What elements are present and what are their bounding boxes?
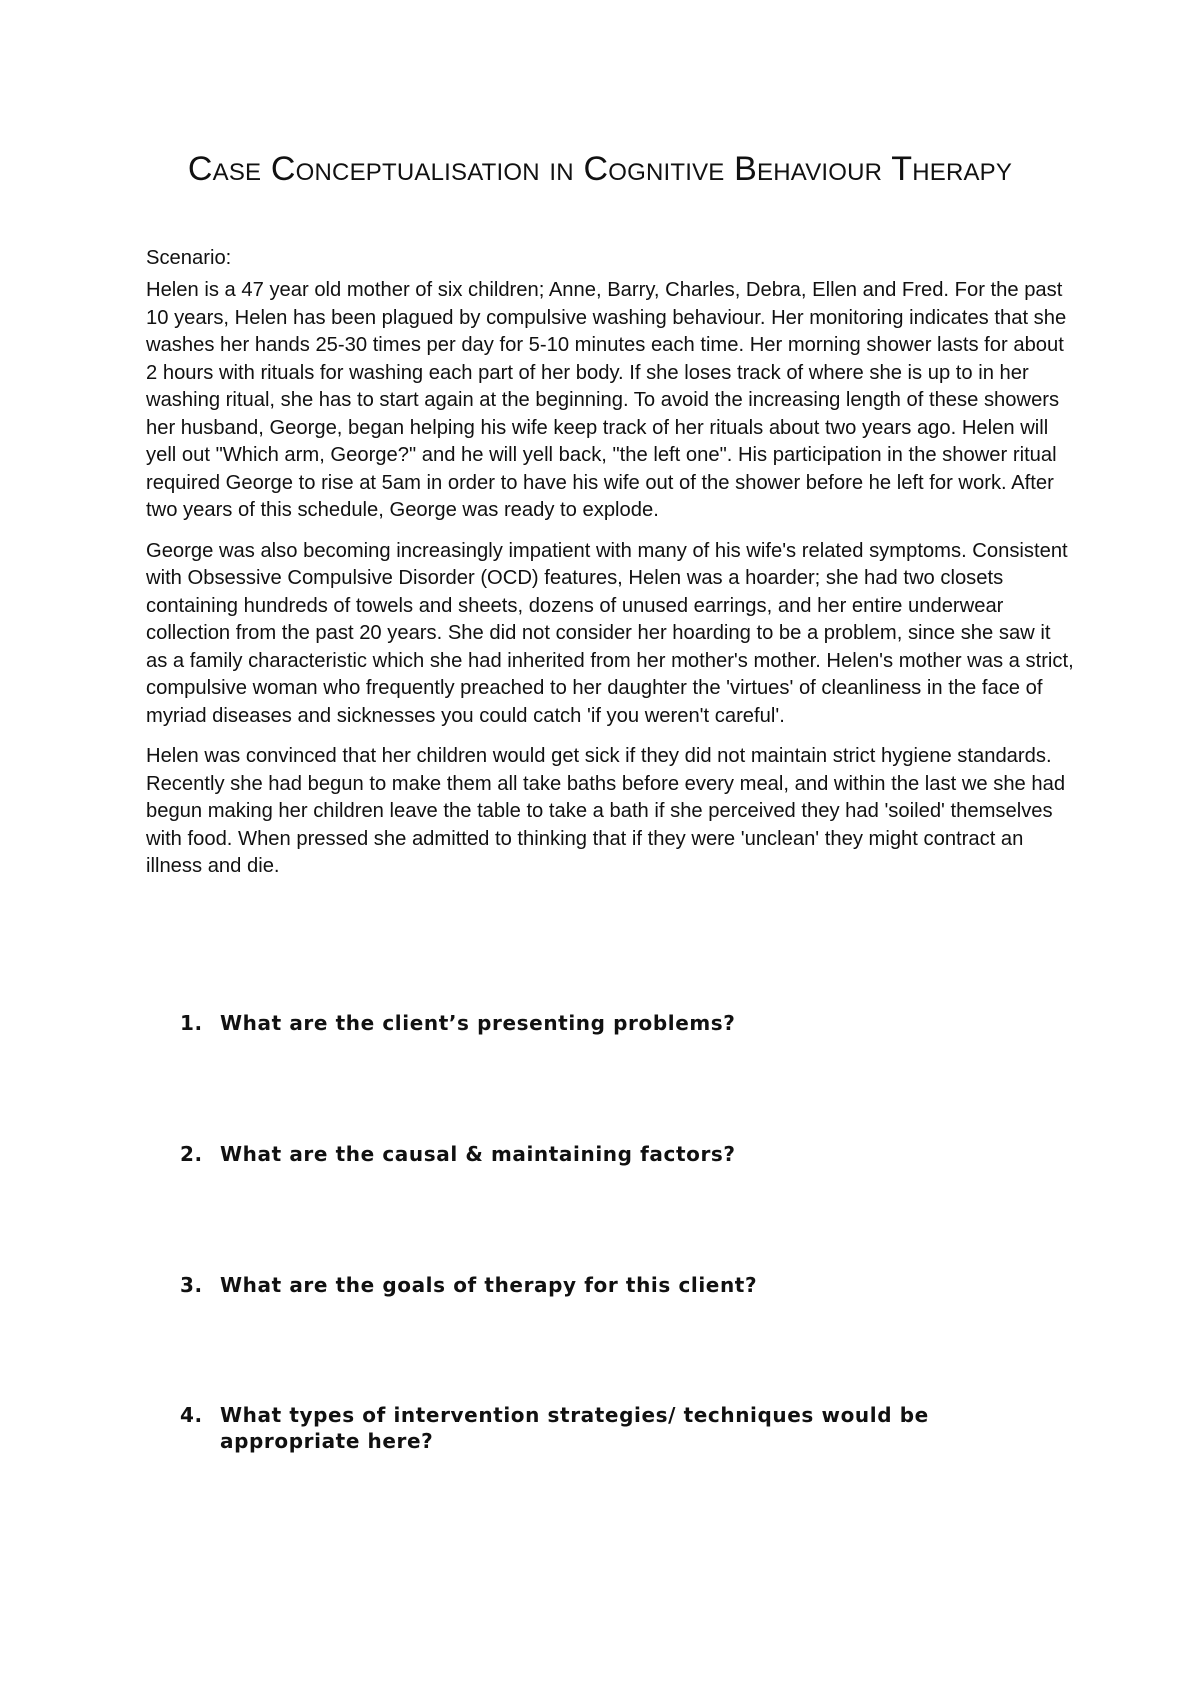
question-item-1 — [180, 1010, 1040, 1036]
scenario-label: Scenario: — [146, 247, 232, 269]
question-text: What are the client’s presenting problems? — [220, 1011, 736, 1035]
question-number: 4. — [180, 1403, 203, 1427]
scenario-paragraph-1: Helen is a 47 year old mother of six children; Anne, Barry, Charles, Debra, Ellen and Fred. For the past 10 years, Helen has been plagued by compulsive washing behaviour. Her monitoring indicates that she washes her hands 25-30 times per day for 5-10 minutes each time. Her morning shower lasts for about 2 hours with rituals for washing each part of her body. If she loses track of where she is up to in her washing ritual, she has to start again at the beginning. To avoid the increasing length of these showers her husband, George, began helping his wife keep track of her rituals about two years ago. Helen will yell out "Which arm, George?" and he will yell back, "the left one". His participation in the shower ritual required George to rise at 5am in order to have his wife out of the shower before he left for work. After two years of this schedule, George was ready to explode. — [146, 279, 1067, 521]
scenario-paragraph-3: Helen was convinced that her children would get sick if they did not maintain strict hygiene standards. Recently she had begun to make them all take baths before every meal, and within the last we she had begun making her children leave the table to take a bath if she perceived they had 'soiled' themselves with food. When pressed she admitted to thinking that if they were 'unclean' they might contract an illness and die. — [146, 745, 1066, 877]
question-text: What are the goals of therapy for this client? — [220, 1273, 758, 1297]
question-item-2 — [180, 1141, 1040, 1167]
question-text: What types of intervention strategies/ techniques would be appropriate here? — [220, 1403, 929, 1453]
question-item-4 — [180, 1402, 1040, 1454]
scenario-body — [146, 277, 1076, 894]
question-number: 1. — [180, 1011, 203, 1035]
document-title: Case Conceptualisation in Cognitive Behaviour Therapy — [187, 150, 1013, 188]
question-number: 2. — [180, 1142, 203, 1166]
question-text: What are the causal & maintaining factors? — [220, 1142, 736, 1166]
question-number: 3. — [180, 1273, 203, 1297]
scenario-paragraph-2: George was also becoming increasingly impatient with many of his wife's related symptoms. Consistent with Obsessive Compulsive Disorder (OCD) features, Helen was a hoarder; she had two closets containing hundreds of towels and sheets, dozens of unused earrings, and her entire underwear collection from the past 20 years. She did not consider her hoarding to be a problem, since she saw it as a family characteristic which she had inherited from her mother's mother. Helen's mother was a strict, compulsive woman who frequently preached to her daughter the 'virtues' of cleanliness in the face of myriad diseases and sicknesses you could catch 'if you weren't careful'. — [146, 539, 1074, 727]
question-item-3 — [180, 1272, 1040, 1298]
